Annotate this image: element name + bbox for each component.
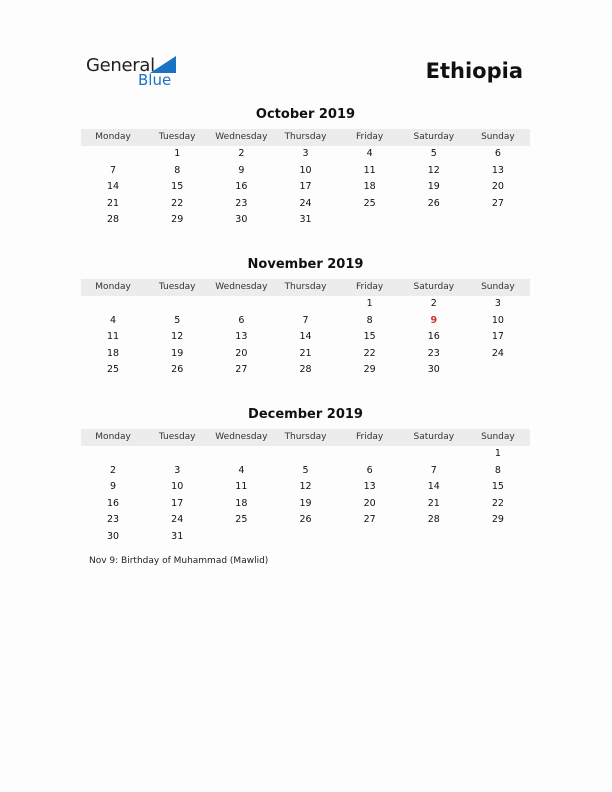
day-cell <box>338 446 402 463</box>
weekday-label: Saturday <box>413 282 455 292</box>
day-cell: 18 <box>107 347 120 359</box>
week-row <box>81 479 530 496</box>
day-cell: 17 <box>491 331 504 343</box>
day-cell: 6 <box>366 464 373 476</box>
day-cell <box>402 446 466 463</box>
day-cell: 14 <box>427 481 440 493</box>
weekday-label: Tuesday <box>158 432 196 442</box>
day-cell: 16 <box>235 181 248 193</box>
day-cell: 30 <box>235 214 248 226</box>
day-cell: 1 <box>366 298 373 309</box>
day-cell: 13 <box>363 481 376 493</box>
day-cell: 23 <box>235 197 248 209</box>
month-november <box>81 256 530 379</box>
day-cell: 17 <box>171 497 184 509</box>
day-cell: 16 <box>107 497 120 509</box>
month-december <box>81 406 530 546</box>
day-cell <box>466 529 530 546</box>
holiday-day-cell: 9 <box>430 314 438 326</box>
day-cell: 20 <box>491 181 504 193</box>
day-cell: 19 <box>427 181 440 193</box>
day-cell: 10 <box>299 164 312 176</box>
day-cell <box>402 529 466 546</box>
month-title: December 2019 <box>248 407 363 422</box>
week-row <box>81 179 530 196</box>
day-cell: 19 <box>171 347 184 359</box>
day-cell: 3 <box>302 148 309 159</box>
day-cell: 12 <box>299 481 312 493</box>
day-cell: 6 <box>494 148 501 159</box>
weekday-header <box>81 429 530 446</box>
day-cell: 8 <box>494 464 501 476</box>
day-cell: 3 <box>174 464 181 476</box>
day-cell <box>338 212 402 229</box>
day-cell: 18 <box>363 181 376 193</box>
day-cell: 6 <box>238 314 245 326</box>
day-cell <box>145 446 209 463</box>
week-row <box>81 446 530 463</box>
weekday-label: Monday <box>95 132 131 142</box>
week-row <box>81 362 530 379</box>
day-cell: 13 <box>491 164 504 176</box>
day-cell <box>209 446 273 463</box>
day-cell <box>81 296 145 313</box>
day-cell: 28 <box>427 514 440 526</box>
day-cell: 17 <box>299 181 312 193</box>
day-cell <box>81 146 145 163</box>
day-cell <box>273 296 337 313</box>
week-row <box>81 329 530 346</box>
day-cell <box>81 446 145 463</box>
week-row <box>81 463 530 480</box>
day-cell: 30 <box>107 530 120 542</box>
week-row <box>81 163 530 180</box>
day-cell: 15 <box>363 331 376 343</box>
day-cell: 29 <box>491 514 504 526</box>
day-cell: 27 <box>363 514 376 526</box>
day-cell: 28 <box>299 364 312 376</box>
day-cell: 11 <box>235 481 248 493</box>
day-cell: 10 <box>171 481 184 493</box>
day-cell: 22 <box>171 197 184 209</box>
weekday-label: Sunday <box>481 132 515 142</box>
day-cell: 9 <box>110 481 117 493</box>
generalblue-logo <box>86 55 186 91</box>
day-cell: 24 <box>491 347 504 359</box>
day-cell: 5 <box>174 314 181 326</box>
day-cell: 8 <box>366 314 373 326</box>
day-cell: 30 <box>427 364 440 376</box>
day-cell: 4 <box>366 148 373 159</box>
day-cell: 26 <box>299 514 312 526</box>
weekday-label: Saturday <box>413 132 455 142</box>
day-cell: 2 <box>238 148 245 159</box>
day-cell: 25 <box>107 364 120 376</box>
day-cell: 14 <box>107 181 120 193</box>
day-cell: 11 <box>363 164 376 176</box>
day-cell: 16 <box>427 331 440 343</box>
day-cell: 13 <box>235 331 248 343</box>
weekday-label: Wednesday <box>215 282 268 292</box>
day-cell: 12 <box>427 164 440 176</box>
day-cell: 2 <box>430 298 437 309</box>
day-cell: 24 <box>171 514 184 526</box>
week-row <box>81 212 530 229</box>
day-cell: 23 <box>427 347 440 359</box>
day-cell: 4 <box>238 464 245 476</box>
week-row <box>81 296 530 313</box>
week-row <box>81 313 530 330</box>
day-cell: 21 <box>299 347 312 359</box>
weekday-label: Thursday <box>284 132 327 142</box>
weekday-label: Monday <box>95 282 131 292</box>
day-cell: 27 <box>491 197 504 209</box>
day-cell: 26 <box>171 364 184 376</box>
week-row <box>81 196 530 213</box>
logo-general-text: General <box>86 55 155 76</box>
day-cell: 21 <box>107 197 120 209</box>
weekday-label: Friday <box>355 432 384 442</box>
day-cell: 20 <box>363 497 376 509</box>
day-cell: 28 <box>107 214 120 226</box>
day-cell <box>273 529 337 546</box>
day-cell: 19 <box>299 497 312 509</box>
month-title: October 2019 <box>255 107 356 122</box>
day-cell: 25 <box>363 197 376 209</box>
day-cell: 15 <box>171 181 184 193</box>
day-cell: 1 <box>174 148 181 159</box>
week-row <box>81 512 530 529</box>
logo-blue-text: Blue <box>138 71 172 89</box>
day-cell: 23 <box>107 514 120 526</box>
month-grid <box>81 446 530 546</box>
weekday-label: Sunday <box>481 432 515 442</box>
day-cell: 20 <box>235 347 248 359</box>
day-cell: 7 <box>302 314 309 326</box>
day-cell: 21 <box>427 497 440 509</box>
day-cell: 3 <box>494 298 501 309</box>
day-cell <box>402 212 466 229</box>
week-row <box>81 496 530 513</box>
day-cell <box>338 529 402 546</box>
day-cell: 10 <box>491 314 504 326</box>
day-cell <box>466 212 530 229</box>
day-cell: 29 <box>171 214 184 226</box>
day-cell: 18 <box>235 497 248 509</box>
weekday-label: Thursday <box>284 282 327 292</box>
day-cell: 29 <box>363 364 376 376</box>
weekday-header <box>81 279 530 296</box>
day-cell: 7 <box>110 164 117 176</box>
day-cell: 26 <box>427 197 440 209</box>
month-grid <box>81 296 530 379</box>
day-cell: 24 <box>299 197 312 209</box>
country-title: Ethiopia <box>425 59 523 83</box>
day-cell: 31 <box>299 214 312 226</box>
day-cell: 8 <box>174 164 181 176</box>
month-grid <box>81 146 530 229</box>
holiday-note: Nov 9: Birthday of Muhammad (Mawlid) <box>89 556 269 566</box>
day-cell: 2 <box>110 464 117 476</box>
day-cell: 25 <box>235 514 248 526</box>
weekday-header <box>81 129 530 146</box>
weekday-label: Friday <box>355 132 384 142</box>
day-cell: 7 <box>430 464 437 476</box>
day-cell: 22 <box>491 497 504 509</box>
day-cell: 4 <box>110 314 117 326</box>
weekday-label: Wednesday <box>215 132 268 142</box>
month-october <box>81 106 530 229</box>
weekday-label: Saturday <box>413 432 455 442</box>
week-row <box>81 146 530 163</box>
weekday-label: Wednesday <box>215 432 268 442</box>
day-cell <box>466 362 530 379</box>
day-cell: 5 <box>430 148 437 159</box>
day-cell: 11 <box>107 331 120 343</box>
day-cell <box>145 296 209 313</box>
weekday-label: Tuesday <box>158 132 196 142</box>
week-row <box>81 346 530 363</box>
day-cell: 27 <box>235 364 248 376</box>
day-cell <box>209 529 273 546</box>
day-cell: 12 <box>171 331 184 343</box>
week-row <box>81 529 530 546</box>
weekday-label: Friday <box>355 282 384 292</box>
weekday-label: Tuesday <box>158 282 196 292</box>
day-cell <box>273 446 337 463</box>
day-cell: 1 <box>494 448 501 459</box>
day-cell <box>209 296 273 313</box>
day-cell: 31 <box>171 530 184 542</box>
day-cell: 9 <box>238 164 245 176</box>
day-cell: 5 <box>302 464 309 476</box>
weekday-label: Monday <box>95 432 131 442</box>
weekday-label: Thursday <box>284 432 327 442</box>
month-title: November 2019 <box>247 257 364 272</box>
day-cell: 14 <box>299 331 312 343</box>
weekday-label: Sunday <box>481 282 515 292</box>
day-cell: 15 <box>491 481 504 493</box>
day-cell: 22 <box>363 347 376 359</box>
